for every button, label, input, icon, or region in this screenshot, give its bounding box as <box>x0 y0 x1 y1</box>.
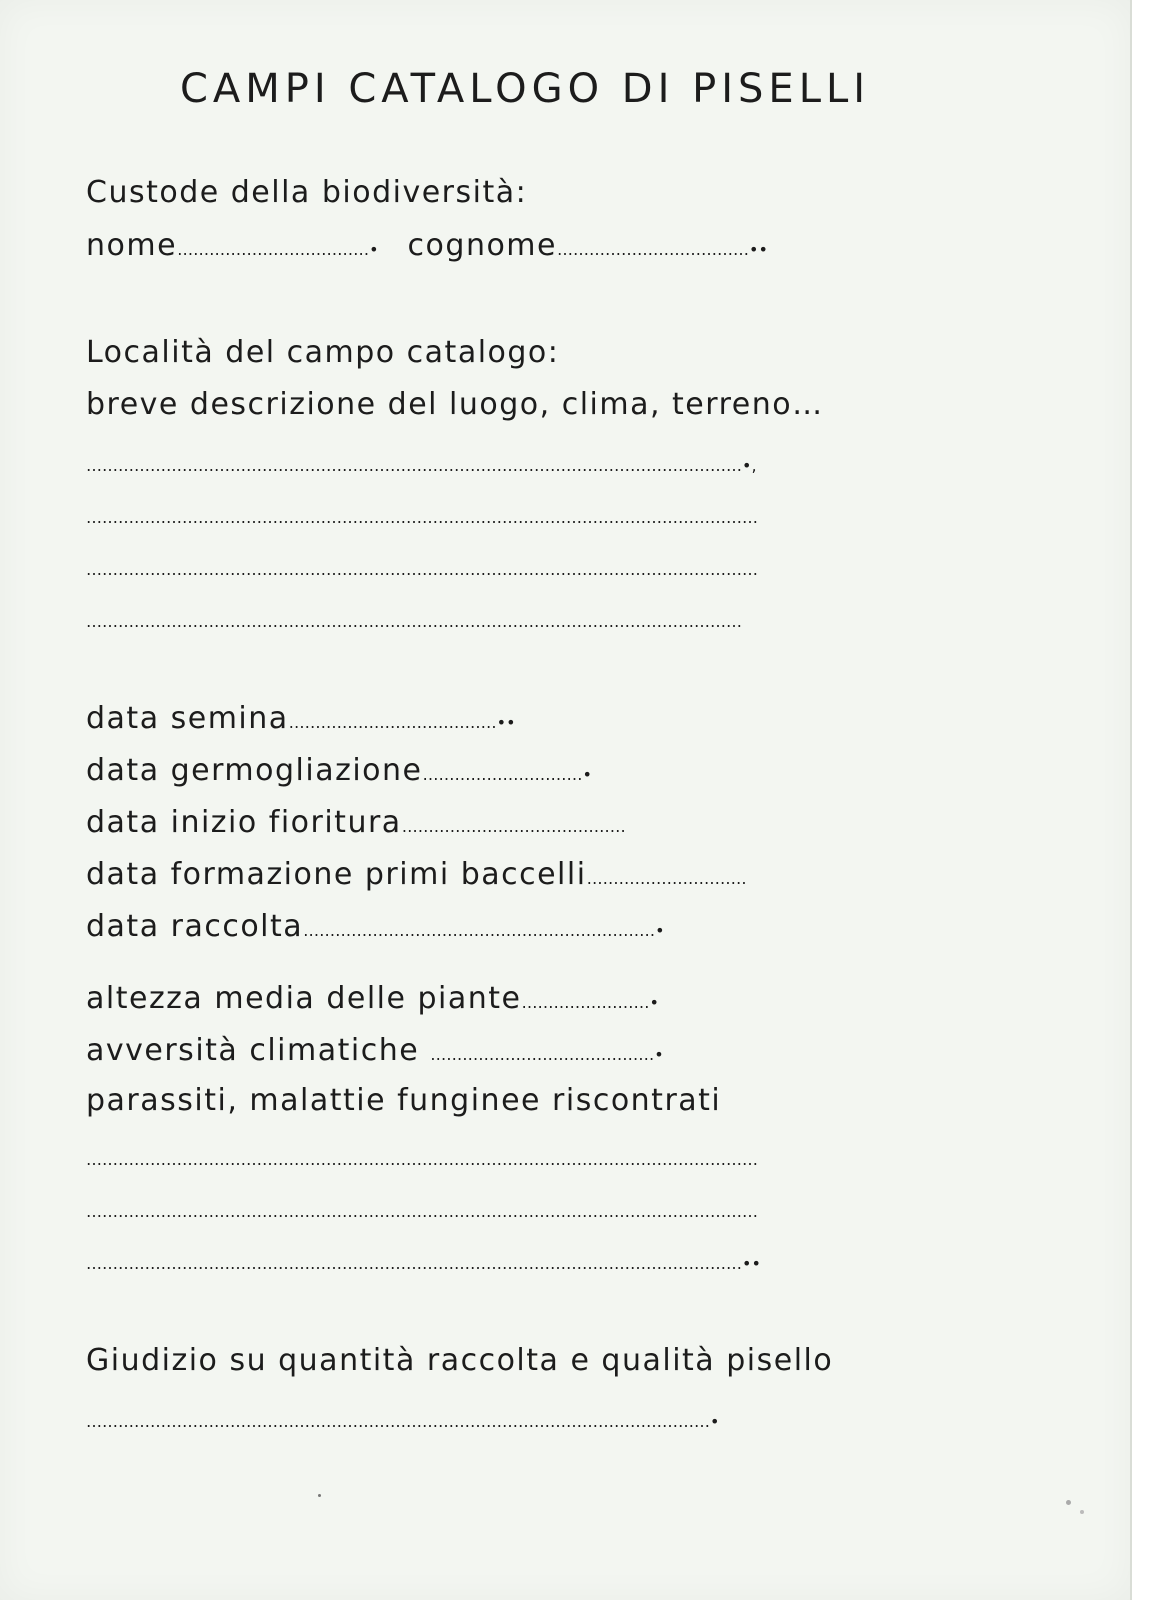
paper-speck <box>318 1494 321 1497</box>
nome-label: nome <box>86 228 178 263</box>
custode-heading: Custode della biodiversità: <box>86 175 528 210</box>
data-baccelli-row <box>86 857 747 892</box>
data-raccolta-label: data raccolta <box>86 909 304 944</box>
paper-speck <box>1066 1500 1071 1505</box>
localita-line-3[interactable]: ……………………………………………………………………………………………………………… <box>86 562 758 578</box>
data-raccolta-row <box>86 909 665 944</box>
altezza-field[interactable]: ……………………• <box>521 993 659 1012</box>
data-baccelli-field[interactable]: ………………………… <box>586 869 747 888</box>
data-baccelli-label: data formazione primi baccelli <box>86 857 587 892</box>
data-semina-label: data semina <box>86 701 289 736</box>
localita-line-4[interactable]: …………………………………………………………………………………………………………… <box>86 614 742 630</box>
localita-subheading: breve descrizione del luogo, clima, terreno… <box>86 387 824 422</box>
localita-heading: Località del campo catalogo: <box>86 335 560 370</box>
data-germogliazione-label: data germogliazione <box>86 753 423 788</box>
cognome-field[interactable]: ………………………………•• <box>557 240 768 259</box>
data-fioritura-label: data inizio fioritura <box>86 805 402 840</box>
page-title: CAMPI CATALOGO DI PISELLI <box>179 66 871 112</box>
data-germogliazione-field[interactable]: …………………………• <box>422 765 592 784</box>
localita-line-1[interactable]: ……………………………………………………………………………………………………………•, <box>86 458 757 474</box>
data-fioritura-field[interactable]: …………………………………… <box>401 817 626 836</box>
nome-cognome-row <box>86 228 768 263</box>
parassiti-line-3[interactable]: ……………………………………………………………………………………………………………•• <box>86 1256 761 1272</box>
paper-speck <box>1080 1510 1084 1514</box>
parassiti-line-2[interactable]: ……………………………………………………………………………………………………………… <box>86 1204 758 1220</box>
localita-line-2[interactable]: ……………………………………………………………………………………………………………… <box>86 510 758 526</box>
data-fioritura-row <box>86 805 626 840</box>
altezza-label: altezza media delle piante <box>86 981 522 1016</box>
data-semina-row <box>86 701 516 736</box>
data-raccolta-field[interactable]: …………………………………………………………• <box>303 921 665 940</box>
data-germogliazione-row <box>86 753 592 788</box>
nome-field[interactable]: ………………………………• <box>177 240 379 259</box>
giudizio-heading: Giudizio su quantità raccolta e qualità pisello <box>86 1343 834 1378</box>
avversita-field[interactable]: ……………………………………• <box>430 1045 664 1064</box>
scan-border <box>1132 0 1163 1600</box>
giudizio-line[interactable]: ………………………………………………………………………………………………………• <box>86 1414 720 1430</box>
parassiti-heading: parassiti, malattie funginee riscontrati <box>86 1083 722 1118</box>
avversita-row <box>86 1033 664 1068</box>
data-semina-field[interactable]: …………………………………•• <box>288 713 516 732</box>
altezza-row <box>86 981 659 1016</box>
cognome-label: cognome <box>407 228 557 263</box>
avversita-label: avversità climatiche <box>86 1033 431 1068</box>
parassiti-line-1[interactable]: ……………………………………………………………………………………………………………… <box>86 1152 758 1168</box>
